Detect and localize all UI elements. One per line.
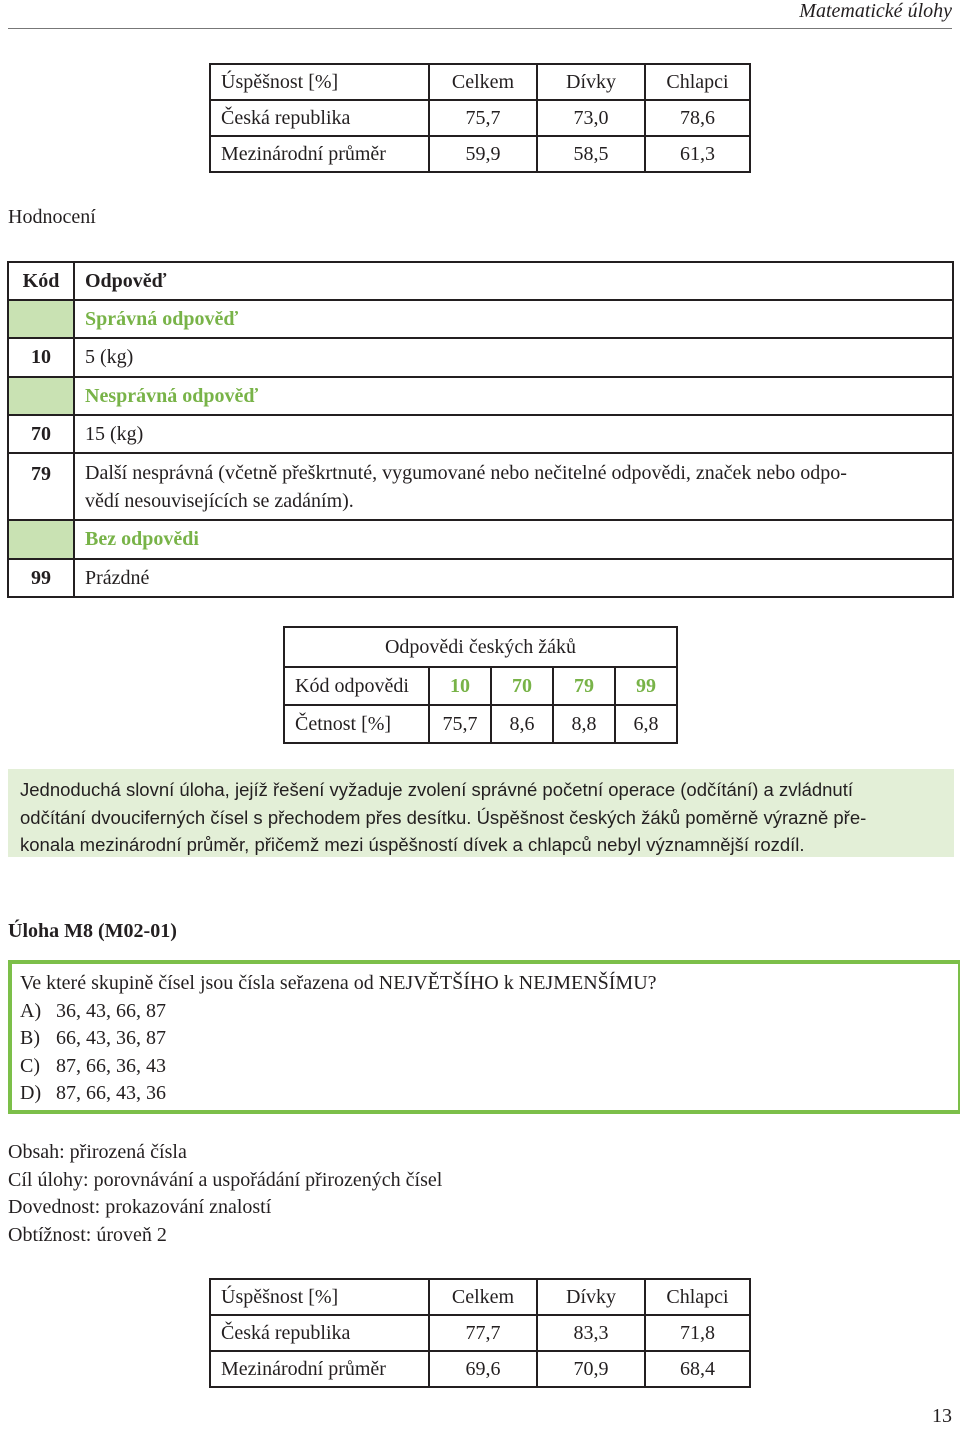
table-cell: 71,8	[645, 1315, 750, 1351]
answer-cell: 15 (kg)	[74, 415, 953, 453]
table-row	[210, 136, 750, 172]
table-row	[8, 453, 953, 520]
scoring-section-label: Hodnocení	[8, 206, 96, 228]
category-marker	[8, 300, 74, 338]
table-header-cell: Celkem	[429, 64, 537, 100]
header-divider	[8, 28, 952, 29]
task-box	[8, 960, 960, 1114]
table-header-cell: Dívky	[537, 64, 645, 100]
table-row	[8, 338, 953, 377]
table-cell: Mezinárodní průměr	[210, 1351, 429, 1387]
table-row	[8, 415, 953, 453]
table-cell: 59,9	[429, 136, 537, 172]
option-text: 66, 43, 36, 87	[56, 1027, 166, 1049]
success-table-bottom	[209, 1278, 751, 1388]
answer-option	[20, 998, 950, 1026]
task-metadata	[8, 1139, 442, 1249]
table-cell: Česká republika	[210, 1315, 429, 1351]
table-header-cell: Chlapci	[645, 64, 750, 100]
meta-skill: Dovednost: prokazování znalostí	[8, 1196, 272, 1218]
code-cell: 70	[8, 415, 74, 453]
option-text: 87, 66, 43, 36	[56, 1082, 166, 1104]
table-cell: 70,9	[537, 1351, 645, 1387]
table-cell: 69,6	[429, 1351, 537, 1387]
code-value: 10	[429, 667, 491, 705]
table-cell: Česká republika	[210, 100, 429, 136]
meta-goal: Cíl úlohy: porovnávání a uspořádání přirozených čísel	[8, 1168, 443, 1191]
table-cell: 73,0	[537, 100, 645, 136]
commentary-line: odčítání dvouciferných čísel s přechodem přes desítku. Úspěšnost českých žáků poměrně výrazně pře-	[20, 806, 867, 828]
option-letter: B)	[20, 1027, 40, 1049]
category-label-none: Bez odpovědi	[74, 520, 953, 559]
category-marker	[8, 377, 74, 415]
table-row	[284, 705, 677, 743]
code-value: 99	[615, 667, 677, 705]
answer-option	[20, 1053, 950, 1081]
commentary-line: konala mezinárodní průměr, přičemž mezi úspěšností dívek a chlapců nebyl významnější rozdíl.	[20, 834, 805, 855]
table-row	[8, 559, 953, 597]
option-letter: C)	[20, 1054, 40, 1077]
table-cell: 61,3	[645, 136, 750, 172]
answer-option	[20, 1080, 950, 1108]
answer-text-line: Další nesprávná (včetně přeškrtnuté, vygumované nebo nečitelné odpovědi, značek nebo odpo-	[85, 461, 847, 484]
table-header-cell: Úspěšnost [%]	[210, 1279, 429, 1315]
frequency-title-row	[284, 627, 677, 667]
page-number: 13	[932, 1405, 952, 1427]
table-header-cell: Dívky	[537, 1279, 645, 1315]
option-letter: A)	[20, 999, 42, 1022]
option-text: 36, 43, 66, 87	[56, 999, 166, 1022]
category-row-incorrect	[8, 377, 953, 415]
frequency-value: 6,8	[615, 705, 677, 743]
code-cell: 99	[8, 559, 74, 597]
meta-content: Obsah: přirozená čísla	[8, 1141, 187, 1163]
scoring-header-row	[8, 262, 953, 300]
category-label-incorrect: Nesprávná odpověď	[74, 377, 953, 415]
code-row-label: Kód odpovědi	[284, 667, 429, 705]
running-header: Matematické úlohy	[799, 0, 952, 22]
scoring-table	[7, 261, 954, 598]
table-cell: 77,7	[429, 1315, 537, 1351]
table-cell: 58,5	[537, 136, 645, 172]
code-column-header: Kód	[8, 262, 74, 300]
table-cell: 68,4	[645, 1351, 750, 1387]
success-table-top	[209, 63, 751, 173]
table-row	[284, 667, 677, 705]
frequency-value: 8,6	[491, 705, 553, 743]
category-row-correct	[8, 300, 953, 338]
frequency-row-label: Četnost [%]	[284, 705, 429, 743]
category-label-correct: Správná odpověď	[74, 300, 953, 338]
frequency-table	[283, 626, 678, 744]
table-cell: 78,6	[645, 100, 750, 136]
table-cell: 83,3	[537, 1315, 645, 1351]
table-header-cell: Chlapci	[645, 1279, 750, 1315]
table-header-cell: Úspěšnost [%]	[210, 64, 429, 100]
table-cell: Mezinárodní průměr	[210, 136, 429, 172]
task-title: Úloha M8 (M02-01)	[8, 920, 177, 942]
category-marker	[8, 520, 74, 559]
table-row	[210, 100, 750, 136]
frequency-value: 8,8	[553, 705, 615, 743]
frequency-title: Odpovědi českých žáků	[284, 627, 677, 667]
answer-option	[20, 1025, 950, 1053]
code-value: 70	[491, 667, 553, 705]
code-value: 79	[553, 667, 615, 705]
answer-text-line: vědí nesouvisejících se zadáním).	[85, 489, 354, 512]
meta-difficulty: Obtížnost: úroveň 2	[8, 1223, 167, 1246]
table-row	[210, 1315, 750, 1351]
code-cell: 10	[8, 338, 74, 377]
table-header-row	[210, 1279, 750, 1315]
table-header-row	[210, 64, 750, 100]
table-header-cell: Celkem	[429, 1279, 537, 1315]
answer-column-header: Odpověď	[74, 262, 953, 300]
category-row-none	[8, 520, 953, 559]
commentary-line: Jednoduchá slovní úloha, jejíž řešení vyžaduje zvolení správné početní operace (odčítání) a zvládnutí	[20, 779, 854, 800]
answer-cell	[74, 453, 953, 520]
table-row	[210, 1351, 750, 1387]
task-question: Ve které skupině čísel jsou čísla seřazena od NEJVĚTŠÍHO k NEJMENŠÍMU?	[20, 972, 657, 994]
option-letter: D)	[20, 1082, 42, 1104]
answer-cell: Prázdné	[74, 559, 953, 597]
option-text: 87, 66, 36, 43	[56, 1054, 166, 1077]
answer-cell: 5 (kg)	[74, 338, 953, 377]
frequency-value: 75,7	[429, 705, 491, 743]
commentary-box	[8, 769, 954, 857]
table-cell: 75,7	[429, 100, 537, 136]
code-cell: 79	[8, 453, 74, 520]
